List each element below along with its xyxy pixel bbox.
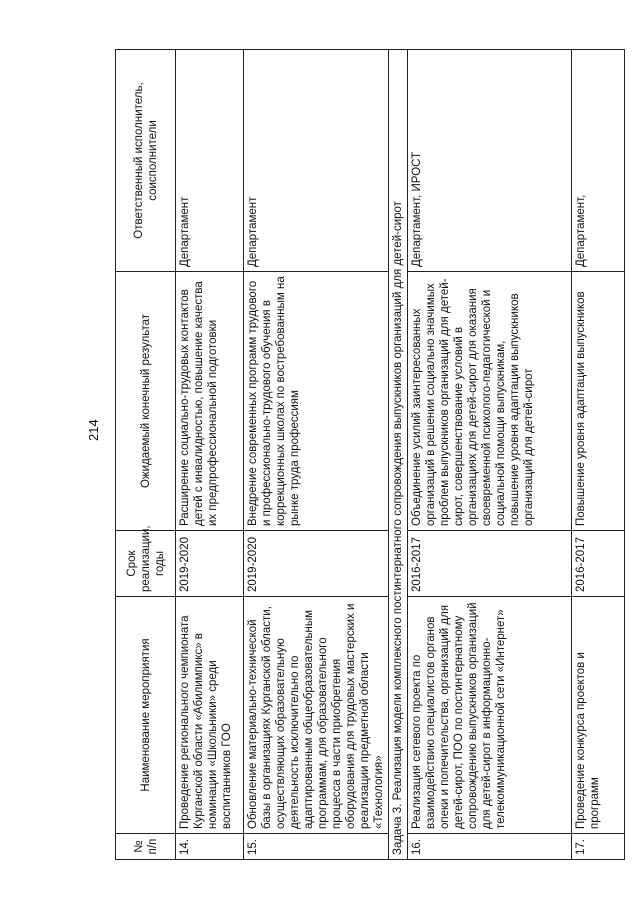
row-result: Внедрение современных программ трудового и профессионально-трудового обучения в коррекционных школах по востребованным на рынке труда профессиям — [244, 272, 389, 531]
row-term: 2019-2020 — [244, 531, 389, 597]
table-header-row — [116, 50, 176, 860]
measures-table-wrapper — [115, 50, 625, 860]
header-num: № п/п — [116, 834, 176, 860]
row-responsible: Департамент — [244, 50, 389, 272]
task-row — [389, 50, 408, 860]
table-row — [244, 50, 389, 860]
page-number: 214 — [86, 419, 101, 441]
row-responsible: Департамент, — [572, 50, 625, 272]
row-responsible: Департамент, ИРОСТ — [408, 50, 572, 272]
row-num: 16. — [408, 834, 572, 860]
row-responsible: Департамент — [176, 50, 244, 272]
table-row — [408, 50, 572, 860]
header-result: Ожидаемый конечный результат — [116, 272, 176, 531]
table-row — [572, 50, 625, 860]
row-result: Объединение усилий заинтересованных организаций в решении социально значимых проблем выпускников организаций для детей-сирот, совершенствование условий в организациях для детей-сирот для оказания своевременной психолого-педагогической и социальной помощи выпускникам, повышение уровня адаптации выпускников организаций для детей-сирот — [408, 272, 572, 531]
row-num: 17. — [572, 834, 625, 860]
row-event: Реализация сетевого проекта по взаимодействию специалистов органов опеки и попечительства, организаций для детей-сирот, ПОО по постинтернатному сопровождению выпускников организаций для детей-сирот в информационно-телекоммуникационной сети «Интернет» — [408, 597, 572, 834]
row-event: Проведение конкурса проектов и программ — [572, 597, 625, 834]
header-term: Срок реализации, годы — [116, 531, 176, 597]
row-result: Расширение социально-трудовых контактов детей с инвалидностью, повышение качества их предпрофессиональной подготовки — [176, 272, 244, 531]
table-row — [176, 50, 244, 860]
row-num: 15. — [244, 834, 389, 860]
row-event: Обновление материально-технической базы в организациях Курганской области, осуществляющих образовательную деятельность исключительно по адаптированным общеобразовательным программам, для образовательного процесса в части приобретения оборудования для трудовых мастерских и реализации предметной области «Технология» — [244, 597, 389, 834]
row-event: Проведение регионального чемпионата Курганской области «Абилимпикс» в номинации «Школьники» среди воспитанников ГОО — [176, 597, 244, 834]
row-term: 2019-2020 — [176, 531, 244, 597]
header-event: Наименование мероприятия — [116, 597, 176, 834]
header-responsible: Ответственный исполнитель, соисполнители — [116, 50, 176, 272]
row-num: 14. — [176, 834, 244, 860]
row-term: 2016-2017 — [408, 531, 572, 597]
row-result: Повышение уровня адаптации выпускников — [572, 272, 625, 531]
row-term: 2016-2017 — [572, 531, 625, 597]
measures-table — [115, 49, 625, 860]
task-3-title: Задача 3. Реализация модели комплексного постинтернатного сопровождения выпускников организаций для детей-сирот — [389, 50, 408, 860]
